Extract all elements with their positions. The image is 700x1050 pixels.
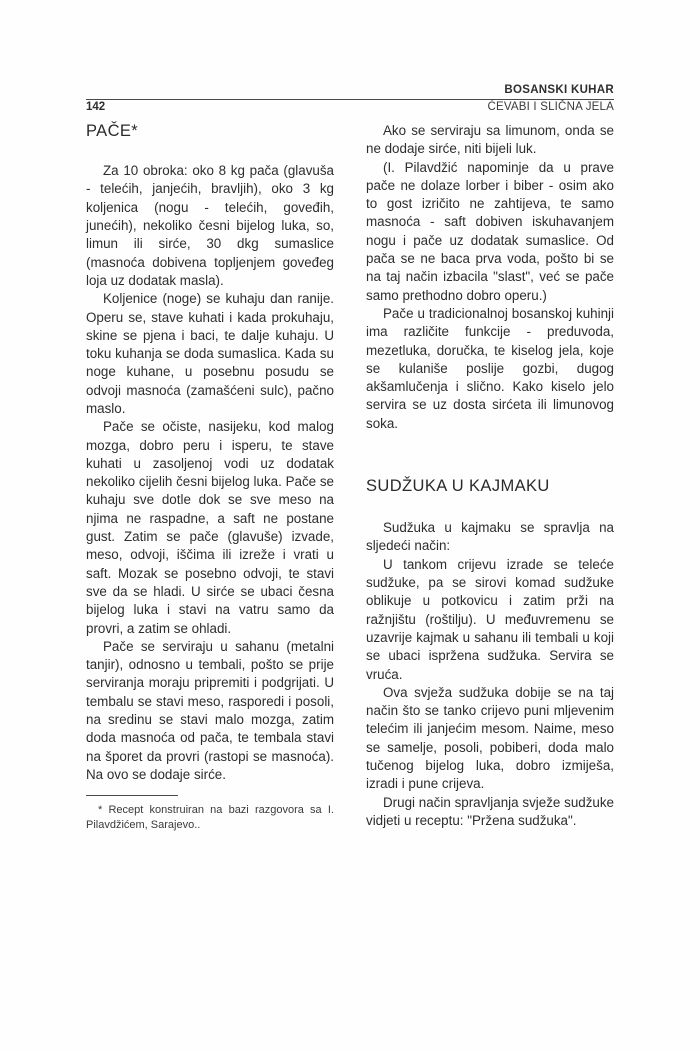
paragraph: Pače u tradicionalnoj bosanskoj kuhinji ima različite funkcije - preduvoda, mezetluka, doručka, te kiselog jela, koje se kulaniše poslije gozbi, dugog akšamlučenja i slično. Kako kiselo jelo servira se uz dosta sirćeta ili limunovog soka. <box>366 305 614 431</box>
paragraph: Koljenice (noge) se kuhaju dan ranije. Operu se, stave kuhati i kada prokuhaju, skine se pjena i baci, te dalje kuhaju. U toku kuhanja se doda sumaslica. Kada su noge kuhane, u posebnu posudu se odvoji masnoća (zamašćeni sulc), pačno maslo. <box>86 291 334 416</box>
paragraph: Drugi način spravljanja svježe sudžuke vidjeti u receptu: "Pržena sudžuka". <box>366 794 614 828</box>
paragraph: Pače se očiste, nasijeku, kod malog mozga, dobro peru i isperu, te stave kuhati u zasoljenoj vodi uz dodatak nekoliko cijelih česni bijelog luka. Pače se kuhaju sve dotle dok se sve meso na njima ne raspadne, a saft ne postane gust. Zatim se pače (glavuše) izvade, meso, odvoji, iščima ili izreže i vrati u saft. Mozak se posebno odvoji, te stavi sve da se hladi. U sirće se ubaci česna bijelog luka i stavi na vatru samo da provri, a zatim se ohladi. <box>86 419 334 636</box>
recipe-title-pace: PAČE* <box>86 122 139 140</box>
running-head <box>86 84 614 116</box>
paragraph: Za 10 obroka: oko 8 kg pača (glavuša - telećih, janjećih, bravljih), oko 3 kg koljenica (nogu - telećih, goveđih, junećih), nekoliko česni bijelog luka, so, limun ili sirće, 30 dkg sumaslice (masnoća dobivena topljenjem goveđeg loja uz dodatak masla). <box>86 163 334 288</box>
section-title: ĆEVABI I SLIČNA JELA <box>487 101 614 113</box>
paragraph: Pače se serviraju u sahanu (metalni tanjir), odnosno u tembali, pošto se prije serviranja moraju pripremiti i podgrijati. U tembalu se stavi meso, rasporedi i posoli, na sredinu se stavi malo mozga, zatim doda masnoća od pača, te tembala stavi na šporet da provri (rastopi se masnoća). Na ovo se dodaje sirće. <box>86 638 334 782</box>
footnote-area <box>86 795 334 833</box>
paragraph: U tankom crijevu izrade se teleće sudžuke, pa se sirovi komad sudžuke oblikuje u potkovicu i zatim prži na ražnjištu (roštilju). U međuvremenu se uzavrije kajmak u sahanu ili tembali u koji se ubaci ispržena sudžuka. Servira se vruća. <box>366 556 614 682</box>
column-left <box>86 122 334 833</box>
book-title: BOSANSKI KUHAR <box>504 84 614 96</box>
footnote-separator <box>86 795 178 796</box>
page-number: 142 <box>86 101 106 113</box>
column-right <box>366 122 614 830</box>
header-rule <box>86 99 614 100</box>
paragraph: (I. Pilavdžić napominje da u prave pače ne dolaze lorber i biber - osim ako to gost izričito ne zahtijeva, te samo masnoća - saft dobiven iskuhavanjem nogu i pače uz dodatak sumaslice. Od pača se ne baca prva voda, pošto bi se na taj način izbacila "slast", već se pače samo prethodno dobro operu.) <box>366 159 614 303</box>
paragraph: Sudžuka u kajmaku se spravlja na sljedeći način: <box>366 520 614 554</box>
paragraph: Ako se serviraju sa limunom, onda se ne dodaje sirće, niti bijeli luk. <box>366 123 614 157</box>
footnote-text: * Recept konstruiran na bazi razgovora sa I. Pilavdžićem, Sarajevo.. <box>86 804 334 832</box>
paragraph: Ova svježa sudžuka dobije se na taj način što se tanko crijevo puni mljevenim telećim ili janjećim mesom. Naime, meso se samelje, posoli, pobiberi, doda malo tučenog bijelog luka, dobro izmiješa, izradi i pune crijeva. <box>366 684 614 792</box>
page-body <box>86 122 614 833</box>
recipe-title-sudzuka: SUDŽUKA U KAJMAKU <box>366 477 550 496</box>
